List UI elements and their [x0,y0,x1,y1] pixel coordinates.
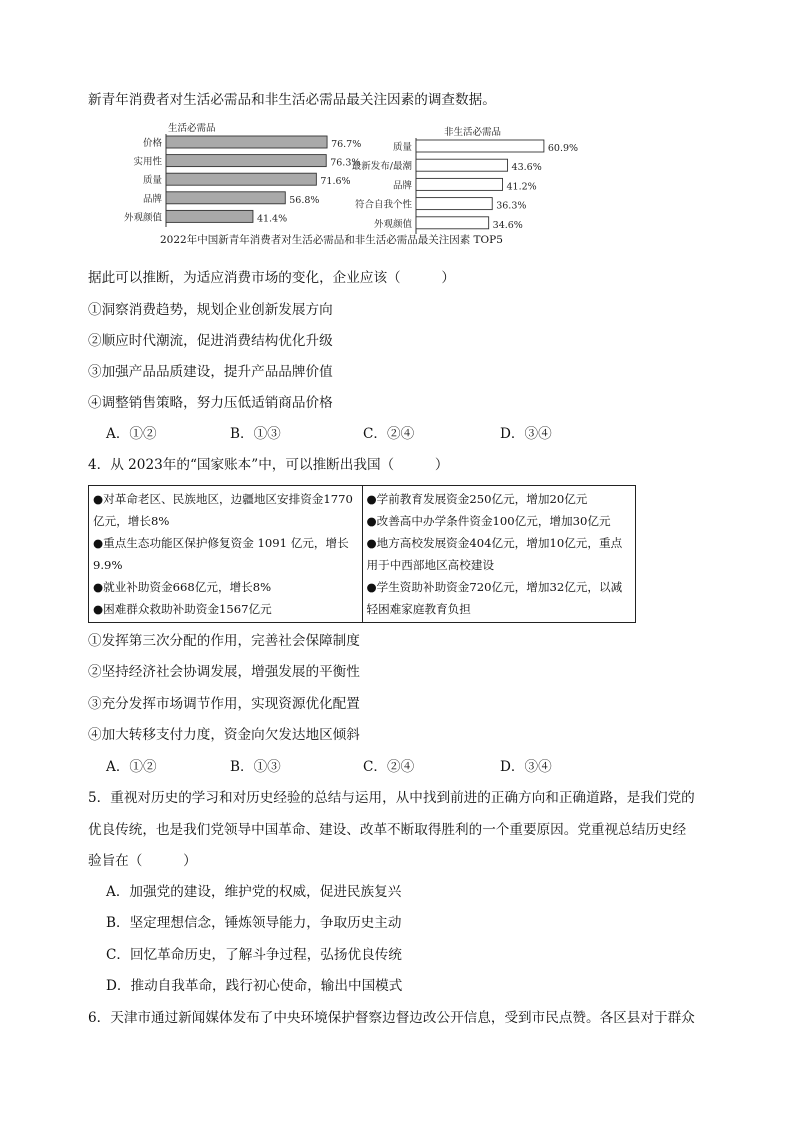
q4-stem: 4．从 2023年的“国家账本”中，可以推断出我国（ ） [88,457,449,473]
category-label: 外观颜值 [373,218,412,230]
q5-option-a[interactable]: A．加强党的建设，维护党的权威，促进民族复兴 [106,884,402,900]
option-d[interactable]: D．③④ [500,426,552,442]
value-label: 36.3% [496,200,527,212]
q4-item: ②坚持经济社会协调发展，增强发展的平衡性 [88,664,360,680]
q3-item: ④调整销售策略，努力压低适销商品价格 [88,395,333,411]
option-b[interactable]: B．①③ [230,759,281,775]
value-label: 34.6% [492,219,523,231]
category-label: 外观颜值 [123,212,162,224]
option-c[interactable]: C．②④ [363,759,415,775]
bar [166,173,316,185]
q5-option-d[interactable]: D．推动自我革命，践行初心使命，输出中国模式 [106,978,403,994]
bar [166,155,326,167]
table-item: ●地方高校发展资金404亿元，增加10亿元，重点用于中西部地区高校建设 [366,536,623,572]
table-right-column [362,486,636,623]
option-d[interactable]: D．③④ [500,759,552,775]
q5-option-b[interactable]: B．坚定理想信念，锤炼领导能力，争取历史主动 [106,915,402,931]
table-item: ●改善高中办学条件资金100亿元，增加30亿元 [366,514,611,528]
value-label: 41.2% [506,181,537,193]
q4-item: ①发挥第三次分配的作用，完善社会保障制度 [88,633,360,649]
q3-item: ②顺应时代潮流，促进消费结构优化升级 [88,333,333,349]
bar [166,210,253,222]
option-c[interactable]: C．②④ [363,426,415,442]
bar [416,217,489,229]
q5-stem-line: 优良传统，也是我们党领导中国革命、建设、改革不断取得胜利的一个重要原因。党重视总结历史经 [88,822,687,838]
table-item: ●学前教育发展资金250亿元，增加20亿元 [366,492,588,506]
bar [166,192,285,204]
value-label: 76.7% [331,139,362,150]
category-label: 实用性 [133,156,162,168]
category-label: 符合自我个性 [354,199,412,211]
q4-item: ④加大转移支付力度，资金向欠发达地区倾斜 [88,727,360,743]
q6-stem-line: 6．天津市通过新闻媒体发布了中央环境保护督察边督边改公开信息，受到市民点赞。各区县对于群众 [88,1010,695,1026]
table-left-column [89,486,363,623]
category-label: 质量 [142,175,162,187]
q4-item: ③充分发挥市场调节作用，实现资源优化配置 [88,696,360,712]
category-label: 价格 [142,138,162,149]
intro-text: 新青年消费者对生活必需品和非生活必需品最关注因素的调查数据。 [88,92,496,108]
bar [416,198,492,210]
bar [416,140,544,152]
option-a[interactable]: A．①② [106,426,157,442]
option-b[interactable]: B．①③ [230,426,281,442]
bar [416,159,508,171]
value-label: 71.6% [320,176,351,188]
table-item: ●重点生态功能区保护修复资金 1091 亿元，增长9.9% [93,536,349,572]
value-label: 76.3% [330,157,361,169]
table-item: ●困难群众救助补助资金1567亿元 [93,602,272,616]
table-item: ●对革命老区、民族地区，边疆地区安排资金1770亿元，增长8% [93,492,353,528]
q5-stem-line: 验旨在（ ） [88,853,197,869]
q3-item: ①洞察消费趋势，规划企业创新发展方向 [88,302,333,318]
category-label: 最新发布/最潮 [351,161,412,173]
q3-stem: 据此可以推断，为适应消费市场的变化，企业应该（ ） [88,270,456,286]
national-account-table [88,485,636,623]
chart-title-non-necessities: 非生活必需品 [444,127,502,138]
value-label: 43.6% [511,162,542,174]
chart-necessities [110,132,362,232]
bar [416,178,503,190]
table-item: ●就业补助资金668亿元，增长8% [93,580,272,594]
chart-non-necessities [338,136,578,236]
category-label: 品牌 [142,193,162,205]
value-label: 41.4% [256,213,288,225]
value-label: 60.9% [547,143,579,154]
q5-stem-line: 5．重视对历史的学习和对历史经验的总结与运用，从中找到前进的正确方向和正确道路，是我们党的 [88,790,695,806]
category-label: 质量 [392,142,412,153]
chart-caption: 2022年中国新青年消费者对生活必需品和非生活必需品最关注因素 TOP5 [160,234,503,246]
q3-item: ③加强产品品质建设，提升产品品牌价值 [88,364,333,380]
q5-option-c[interactable]: C．回忆革命历史，了解斗争过程，弘扬优良传统 [106,947,402,963]
table-item: ●学生资助补助资金720亿元，增加32亿元，以减轻困难家庭教育负担 [366,580,623,616]
value-label: 56.8% [289,194,320,206]
bar [166,136,327,148]
chart-title-necessities: 生活必需品 [168,123,216,134]
option-a[interactable]: A．①② [106,759,157,775]
category-label: 品牌 [392,180,412,192]
